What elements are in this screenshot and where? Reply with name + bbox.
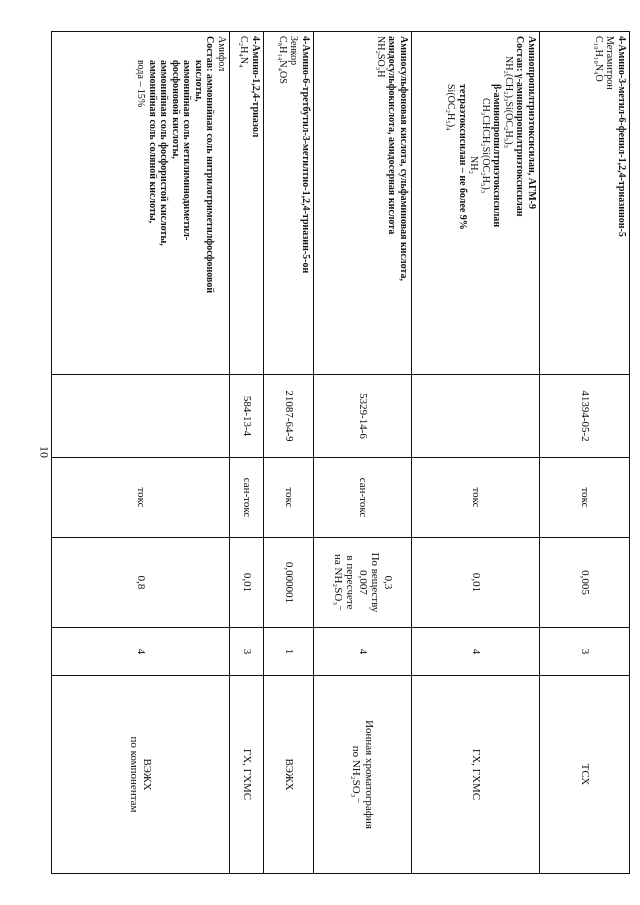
cas-cell: 584-13-4 xyxy=(230,375,264,458)
name-line: Si(OC₂H₅)₄ xyxy=(445,84,457,131)
cell-line: Ионная хроматография xyxy=(363,720,376,829)
cas-cell xyxy=(412,375,540,458)
name-cell xyxy=(230,32,264,375)
cell-line: 0,007 xyxy=(356,570,369,595)
name-line: β-аминопропилтриэтоксисилан xyxy=(491,84,503,228)
name-line: вода – 15% xyxy=(135,60,147,108)
name-line: аммонийная соль соляной кислоты, xyxy=(147,60,158,224)
table-row xyxy=(540,32,630,874)
name-line: аммонийная соль фосфористой кислоты, xyxy=(158,60,170,246)
cell-line: по NH₂SO₃⁻ xyxy=(350,745,363,804)
name-cell xyxy=(412,32,540,375)
name-line: аммонийная соль метилиминодиметил- xyxy=(181,60,193,241)
pdk-cell: 0,01 xyxy=(412,538,540,628)
hazard-class-cell: 4 xyxy=(412,628,540,676)
lpv-cell: токс xyxy=(540,458,630,538)
lpv-cell: токс xyxy=(52,458,230,538)
name-line: Состав: аммонийная соль нитрилотриметилфосфоновой xyxy=(204,36,216,294)
method-cell xyxy=(52,676,230,874)
name-line: CH₃CHCH₂Si(OC₂H₅)₃ xyxy=(480,98,491,194)
pdk-cell xyxy=(314,538,412,628)
name-line: C₁₀H₁₀N₄O xyxy=(593,36,604,82)
table-row xyxy=(264,32,314,874)
name-line: Аминопропилтриэтоксисилан, АГМ-9 xyxy=(526,36,537,209)
name-line: Метамитрон xyxy=(604,36,616,90)
name-line: 4-Амино-6-третбутил-3-метилтио-1,2,4-триазин-5-он xyxy=(300,36,311,274)
table-row xyxy=(230,32,264,874)
hazard-class-cell: 4 xyxy=(314,628,412,676)
hazard-class-cell: 3 xyxy=(230,628,264,676)
name-line: Состав: γ-аминопропилтриэтоксисилан xyxy=(514,36,526,217)
lpv-cell: сан-токс xyxy=(314,458,412,538)
name-line: C₈H₁₄N₄OS xyxy=(277,36,288,84)
pdk-cell: 0,000001 xyxy=(264,538,314,628)
name-cell xyxy=(314,32,412,375)
cas-cell: 21087-64-9 xyxy=(264,375,314,458)
hazard-class-cell: 4 xyxy=(52,628,230,676)
method-cell xyxy=(314,676,412,874)
name-line: 4-Амино-1,2,4-триазол xyxy=(250,36,261,138)
lpv-cell: токс xyxy=(412,458,540,538)
hazard-class-cell: 1 xyxy=(264,628,314,676)
name-line: NH₂SO₃H xyxy=(375,36,386,78)
cell-line: 0,3 xyxy=(382,575,395,590)
substances-table xyxy=(51,31,630,874)
cell-line: на NH₂SO₃⁻ xyxy=(331,554,344,611)
cell-line: в пересчете xyxy=(344,555,357,610)
table-row xyxy=(314,32,412,874)
name-line: C₂H₄N₄ xyxy=(238,36,250,68)
pdk-cell: 0,8 xyxy=(52,538,230,628)
name-line: NH₂(CH₂)₃Si(OC₂H₅)₃ xyxy=(503,56,514,149)
name-line: амидосульфокислота, амидосерная кислота xyxy=(386,36,398,235)
cas-cell xyxy=(52,375,230,458)
name-line: NH₂ xyxy=(468,156,480,174)
name-line: Зенкор xyxy=(288,36,300,66)
method-cell: ТСХ xyxy=(540,676,630,874)
cas-cell: 5329-14-6 xyxy=(314,375,412,458)
table-row xyxy=(412,32,540,874)
page-number: 10 xyxy=(37,446,52,458)
pdk-cell: 0,01 xyxy=(230,538,264,628)
method-cell: ВЭЖХ xyxy=(264,676,314,874)
method-cell: ГХ, ГХМС xyxy=(412,676,540,874)
name-line: тетраэтоксисилан – не более 9% xyxy=(457,84,468,230)
name-cell xyxy=(540,32,630,375)
name-line: 4-Амино-3-метил-6-фенил-1,2,4-триазинон-5 xyxy=(616,36,627,237)
lpv-cell: токс xyxy=(264,458,314,538)
cas-cell: 41394-05-2 xyxy=(540,375,630,458)
name-cell xyxy=(52,32,230,375)
name-line: Аминосульфоновая кислота, сульфаминовая кислота, xyxy=(398,36,409,281)
rotated-table-page xyxy=(52,31,630,873)
cell-line: по компонентам xyxy=(128,736,141,813)
table-row xyxy=(52,32,230,874)
lpv-cell: сан-токс xyxy=(230,458,264,538)
name-cell xyxy=(264,32,314,375)
method-cell: ГХ, ГХМС xyxy=(230,676,264,874)
cell-line: По веществу xyxy=(369,552,382,613)
cell-line: ВЭЖХ xyxy=(141,758,154,791)
hazard-class-cell: 3 xyxy=(540,628,630,676)
pdk-cell: 0,005 xyxy=(540,538,630,628)
name-line: кислоты, xyxy=(193,60,204,102)
name-line: фосфоновой кислоты, xyxy=(170,60,181,159)
name-line: Амифол xyxy=(216,36,227,72)
